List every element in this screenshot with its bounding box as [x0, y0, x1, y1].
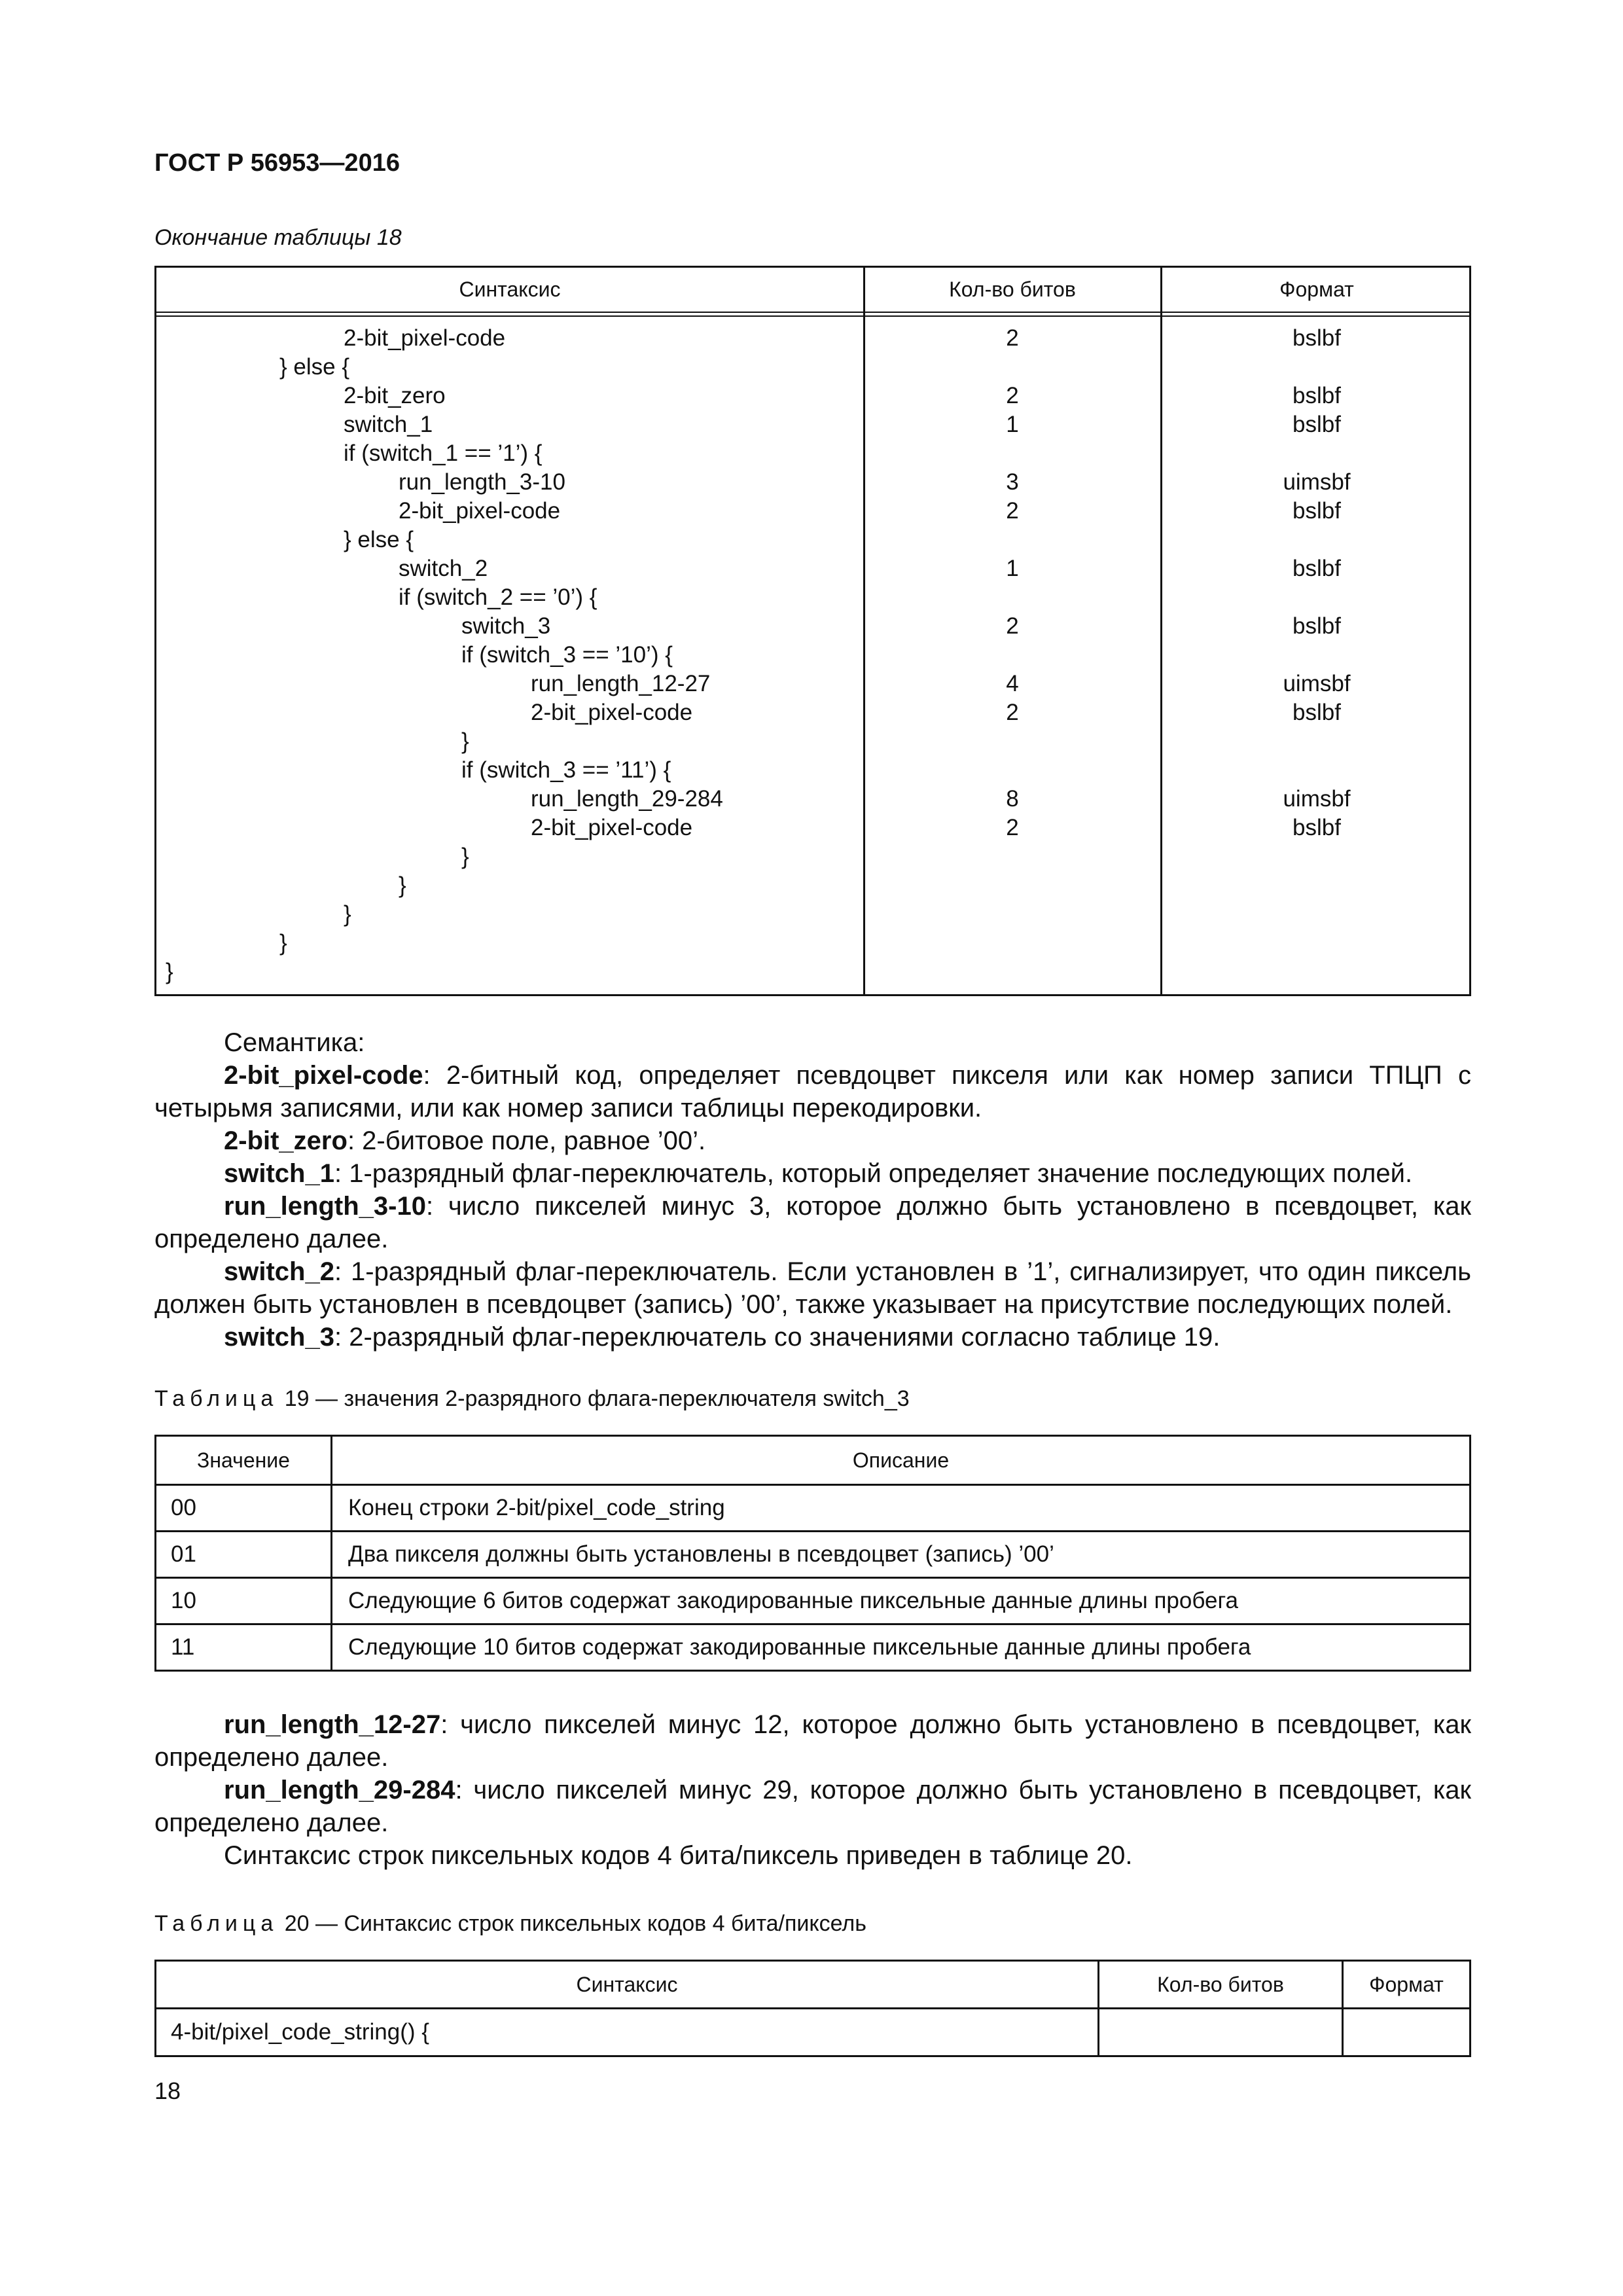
table18-format: bslbf: [1293, 412, 1341, 437]
table18-syntax-line: 2-bit_pixel-code: [399, 498, 561, 524]
table20: [154, 1960, 1471, 2057]
table18-syntax-line: if (switch_2 == ’0’) {: [399, 584, 597, 610]
semantics-title: Семантика:: [224, 1028, 365, 1057]
table20-bits: [1099, 2009, 1343, 2056]
table-row: [156, 2009, 1471, 2056]
table18-bits: 2: [1006, 325, 1019, 351]
table18-bits: 8: [1006, 786, 1019, 812]
table18-syntax-line: run_length_12-27: [531, 671, 711, 696]
table18-caption: Окончание таблицы 18: [154, 225, 402, 250]
semantics-item: 2-bit_zero: 2-битовое поле, равное ’00’.: [224, 1126, 706, 1155]
table18-format: bslbf: [1293, 325, 1341, 351]
table18-syntax-line: 2-bit_pixel-code: [531, 815, 693, 840]
table18-syntax-line: 2-bit_pixel-code: [531, 700, 693, 725]
semantics-item: switch_1: 1-разрядный флаг-переключатель, который определяет значение последующих полей.: [224, 1159, 1413, 1188]
table20-header-syntax: Синтаксис: [156, 1961, 1099, 2009]
table18-format: uimsbf: [1283, 469, 1351, 495]
table18-bits: 3: [1006, 469, 1019, 495]
table18-syntax-line: 2-bit_zero: [344, 383, 446, 408]
table18-syntax-line: switch_3: [461, 613, 551, 639]
table18-bits: 2: [1006, 383, 1019, 408]
semantics-item: 2-bit_pixel-code: 2-битный код, определяет псевдоцвет пикселя или как номер записи ТПЦП с четырьмя записями, или как номер записи таблицы перекодировки.: [154, 1061, 1471, 1122]
table20-header-format: Формат: [1343, 1961, 1471, 2009]
table18-format: bslbf: [1293, 700, 1341, 725]
table18-syntax-line: }: [399, 872, 406, 898]
table18-header-syntax: Синтаксис: [459, 278, 561, 301]
table19-desc: Конец строки 2-bit/pixel_code_string: [332, 1485, 1471, 1532]
page-number: 18: [154, 2077, 181, 2104]
table-row: [156, 1485, 1471, 1532]
table18-syntax-line: if (switch_3 == ’10’) {: [461, 642, 673, 668]
table18-syntax-line: run_length_29-284: [531, 786, 723, 812]
semantics-item: run_length_12-27: число пикселей минус 12, которое должно быть установлено в псевдоцвет, как определено далее.: [154, 1710, 1471, 1772]
table18-bits: 1: [1006, 556, 1019, 581]
table18: [154, 266, 1471, 996]
semantics-note: Синтаксис строк пиксельных кодов 4 бита/пиксель приведен в таблице 20.: [224, 1841, 1133, 1870]
table-row: [156, 1532, 1471, 1578]
table19-desc: Следующие 6 битов содержат закодированные пиксельные данные длины пробега: [332, 1578, 1471, 1624]
table18-format: bslbf: [1293, 613, 1341, 639]
table20-syntax: 4-bit/pixel_code_string() {: [156, 2009, 1099, 2056]
table18-format: bslbf: [1293, 498, 1341, 524]
table18-syntax-line: if (switch_1 == ’1’) {: [344, 440, 543, 466]
table18-header-bits: Кол-во битов: [949, 278, 1076, 301]
semantics-item: switch_3: 2-разрядный флаг-переключатель со значениями согласно таблице 19.: [224, 1323, 1221, 1352]
table18-format: bslbf: [1293, 556, 1341, 581]
table19-value: 01: [156, 1532, 332, 1578]
table18-syntax-line: } else {: [344, 527, 414, 552]
table18-format: bslbf: [1293, 815, 1341, 840]
semantics-item: switch_2: 1-разрядный флаг-переключатель. Если установлен в ’1’, сигнализирует, что один пиксель должен быть установлен в псевдоцвет (запись) ’00’, также указывает на присутствие последующих полей.: [154, 1257, 1471, 1319]
table18-bits: 2: [1006, 815, 1019, 840]
table18-syntax-line: run_length_3-10: [399, 469, 565, 495]
table19-value: 11: [156, 1624, 332, 1671]
table18-syntax-line: }: [344, 901, 351, 927]
table19: [154, 1435, 1471, 1672]
table18-format: uimsbf: [1283, 786, 1351, 812]
table18-bits: 2: [1006, 700, 1019, 725]
table18-bits: 2: [1006, 498, 1019, 524]
table18-syntax-line: if (switch_3 == ’11’) {: [461, 757, 671, 783]
table18-bits: 2: [1006, 613, 1019, 639]
table18-syntax-line: }: [461, 728, 469, 754]
table18-header-format: Формат: [1279, 278, 1354, 301]
table-row: [156, 1578, 1471, 1624]
table18-syntax-line: switch_2: [399, 556, 488, 581]
table18-syntax-line: switch_1: [344, 412, 433, 437]
table18-format: uimsbf: [1283, 671, 1351, 696]
table18-format: bslbf: [1293, 383, 1341, 408]
table18-syntax-line: }: [166, 959, 173, 984]
table19-desc: Следующие 10 битов содержат закодированные пиксельные данные длины пробега: [332, 1624, 1471, 1671]
table19-value: 10: [156, 1578, 332, 1624]
table20-caption: Таблица 20 — Синтаксис строк пиксельных кодов 4 бита/пиксель: [154, 1911, 866, 1936]
table18-bits: 1: [1006, 412, 1019, 437]
table19-header-desc: Описание: [332, 1436, 1471, 1485]
semantics-item: run_length_29-284: число пикселей минус 29, которое должно быть установлено в псевдоцвет, как определено далее.: [154, 1776, 1471, 1837]
table18-bits: 4: [1006, 671, 1019, 696]
table18-syntax-line: } else {: [279, 354, 350, 380]
table19-value: 00: [156, 1485, 332, 1532]
semantics2-block: [154, 1708, 1471, 1872]
table19-desc: Два пикселя должны быть установлены в псевдоцвет (запись) ’00’: [332, 1532, 1471, 1578]
table20-header-bits: Кол-во битов: [1099, 1961, 1343, 2009]
semantics-block: [154, 1026, 1471, 1354]
table18-syntax-line: }: [461, 844, 469, 869]
document-id: ГОСТ Р 56953—2016: [154, 149, 400, 177]
table19-caption: Таблица 19 — значения 2-разрядного флага-переключателя switch_3: [154, 1386, 910, 1411]
table-row: [156, 1624, 1471, 1671]
semantics-item: run_length_3-10: число пикселей минус 3, которое должно быть установлено в псевдоцвет, как определено далее.: [154, 1192, 1471, 1253]
table19-header-value: Значение: [156, 1436, 332, 1485]
table18-syntax-line: }: [279, 930, 287, 956]
table18-syntax-line: 2-bit_pixel-code: [344, 325, 506, 351]
table20-format: [1343, 2009, 1471, 2056]
